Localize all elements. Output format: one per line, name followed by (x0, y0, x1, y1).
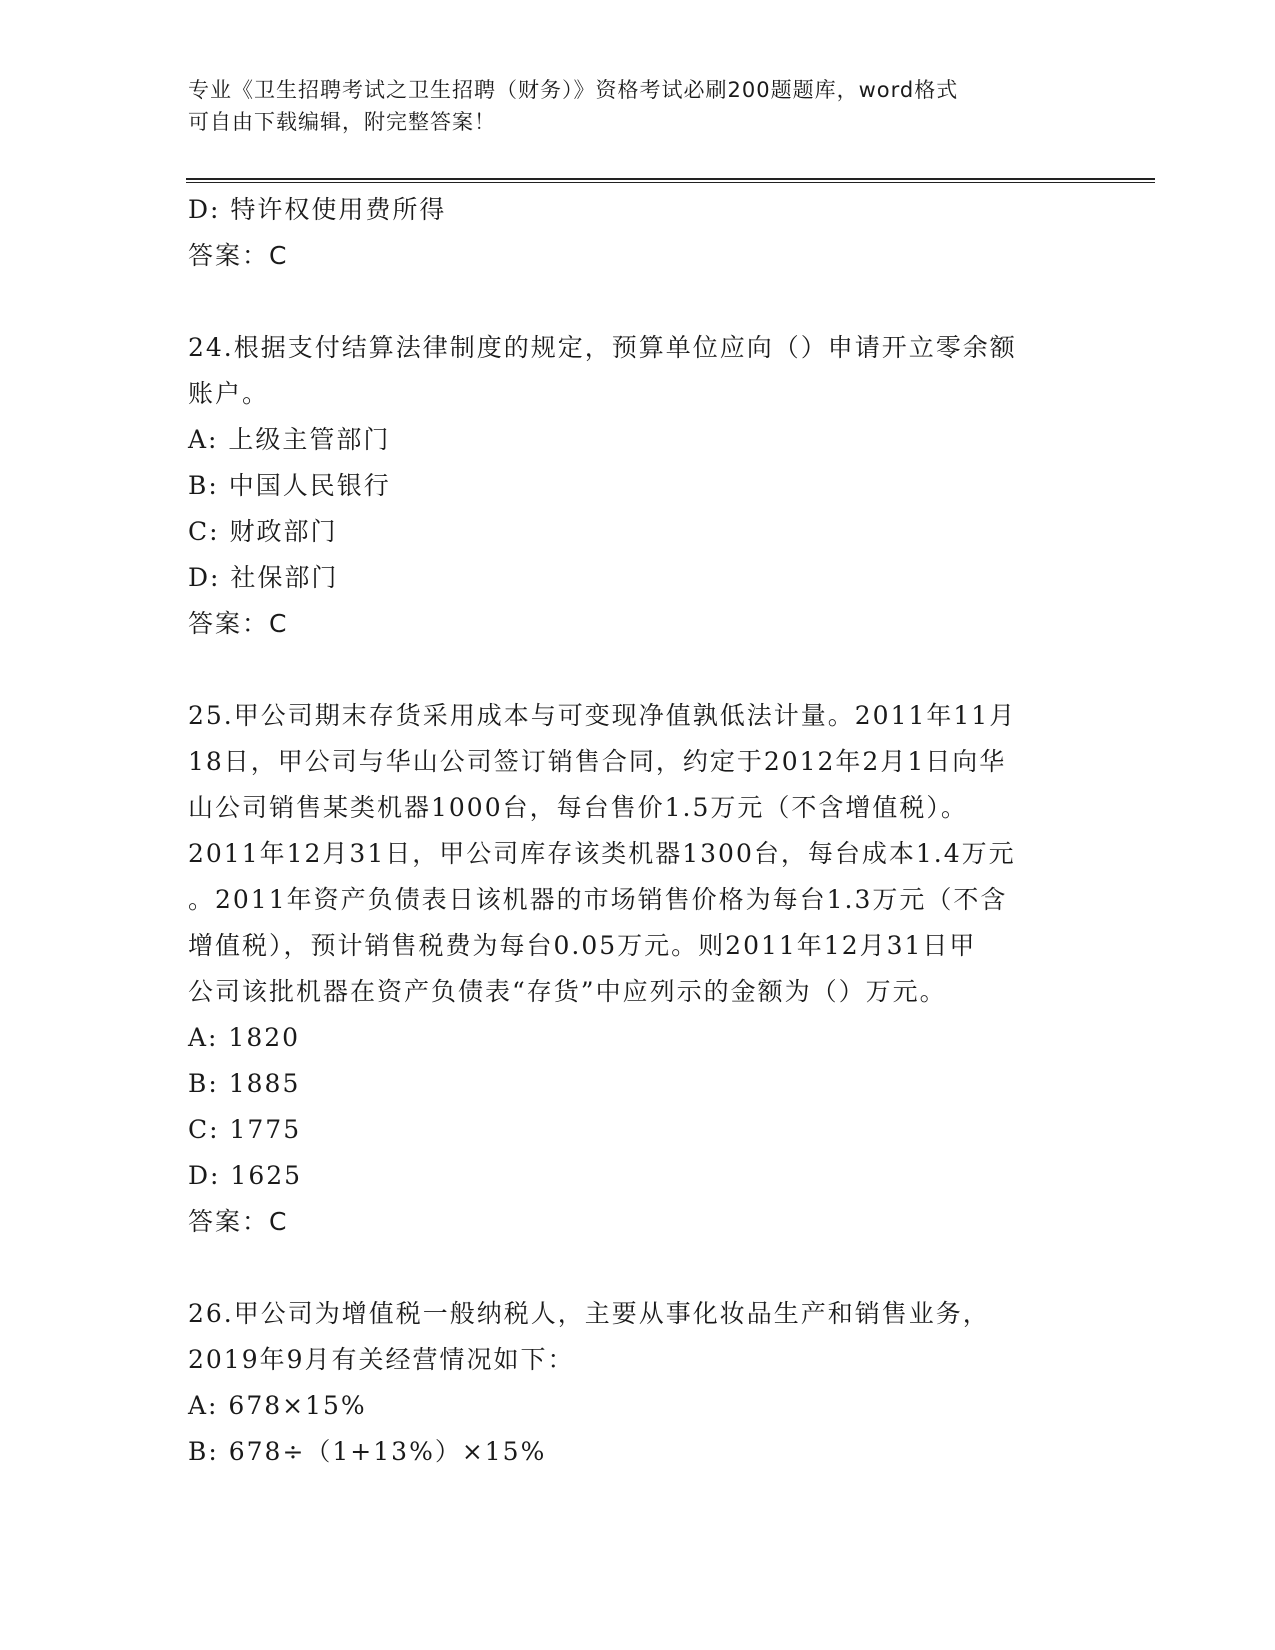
option-d: D: 特许权使用费所得 (188, 195, 447, 224)
question-stem: 2011年12月31日，甲公司库存该类机器1300台，每台成本1.4万元 (188, 839, 1016, 868)
option-b: B: 中国人民银行 (188, 471, 391, 500)
question-stem: 24.根据支付结算法律制度的规定，预算单位应向（）申请开立零余额 (188, 333, 1017, 362)
option-b: B: 678÷（1+13%）×15% (188, 1437, 547, 1466)
question-list (188, 187, 1088, 1475)
option-d: D: 1625 (188, 1161, 303, 1190)
question-stem: 。2011年资产负债表日该机器的市场销售价格为每台1.3万元（不含 (188, 885, 1008, 914)
question-stem: 增值税），预计销售税费为每台0.05万元。则2011年12月31日甲 (188, 931, 977, 960)
header-title-line-2: 可自由下载编辑，附完整答案！ (188, 110, 496, 134)
question-stem: 26.甲公司为增值税一般纳税人，主要从事化妆品生产和销售业务， (188, 1299, 990, 1328)
question-25 (188, 693, 1088, 1245)
question-stem: 25.甲公司期末存货采用成本与可变现净值孰低法计量。2011年11月 (188, 701, 1017, 730)
header-title-line-1: 专业《卫生招聘考试之卫生招聘（财务）》资格考试必刷200题题库，word格式 (188, 78, 959, 102)
question-stem: 账户。 (188, 379, 270, 408)
option-d: D: 社保部门 (188, 563, 339, 592)
page-header (188, 74, 1068, 138)
question-stem: 山公司销售某类机器1000台，每台售价1.5万元（不含增值税）。 (188, 793, 968, 822)
spacer (188, 279, 1088, 325)
option-b: B: 1885 (188, 1069, 301, 1098)
question-stem: 2019年9月有关经营情况如下： (188, 1345, 575, 1374)
option-a: A: 上级主管部门 (188, 425, 391, 454)
question-stem: 公司该批机器在资产负债表“存货”中应列示的金额为（）万元。 (188, 977, 947, 1006)
question-stem: 18日，甲公司与华山公司签订销售合同，约定于2012年2月1日向华 (188, 747, 1007, 776)
option-a: A: 678×15% (188, 1391, 367, 1420)
option-c: C: 财政部门 (188, 517, 338, 546)
header-divider-thin (186, 182, 1155, 183)
spacer (188, 647, 1088, 693)
answer: 答案：C (188, 609, 289, 638)
question-23-tail (188, 187, 1088, 279)
answer: 答案：C (188, 241, 289, 270)
question-26 (188, 1291, 1088, 1475)
answer: 答案：C (188, 1207, 289, 1236)
option-c: C: 1775 (188, 1115, 302, 1144)
header-divider-thick (186, 178, 1155, 180)
question-24 (188, 325, 1088, 647)
option-a: A: 1820 (188, 1023, 301, 1052)
spacer (188, 1245, 1088, 1291)
